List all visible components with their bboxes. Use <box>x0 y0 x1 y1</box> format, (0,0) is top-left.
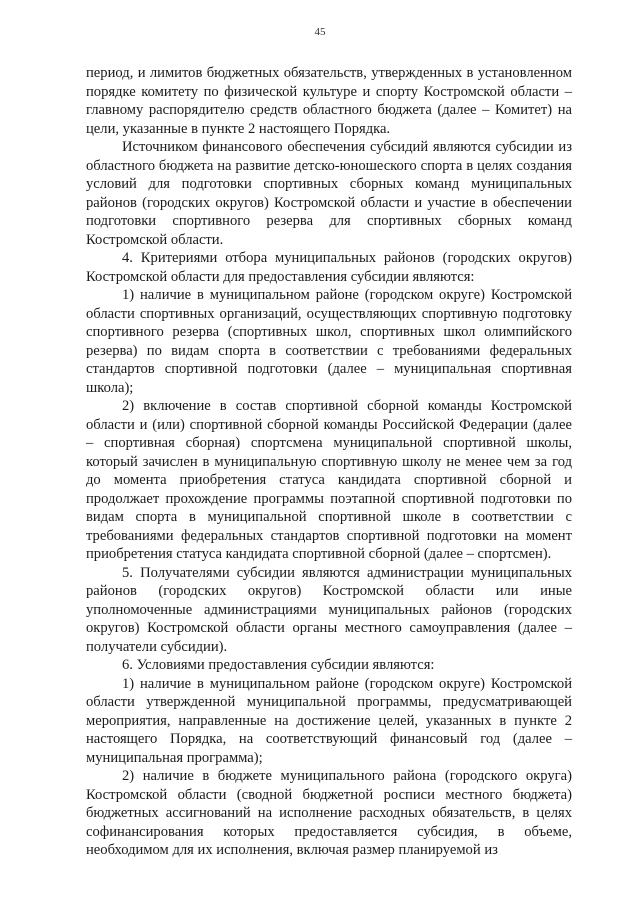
document-body <box>86 64 572 860</box>
paragraph-condition-1: 1) наличие в муниципальном районе (городском округе) Костромской области утвержденной муниципальной программы, предусматривающей мероприятия, направленные на достижение целей, указанных в пункте 2 настоящего Порядка, на соответствующий финансовый год (далее – муниципальная программа); <box>86 675 572 766</box>
paragraph-conditions-heading: 6. Условиями предоставления субсидии являются: <box>122 657 435 673</box>
paragraph-condition-2: 2) наличие в бюджете муниципального района (городского округа) Костромской области (сводной бюджетной росписи местного бюджета) бюджетных ассигнований на исполнение расходных обязательств, в целях софинансирования которых предоставляется субсидия, в объеме, необходимом для их исполнения, включая размер планируемой из <box>86 768 572 858</box>
paragraph-funding-source: Источником финансового обеспечения субсидий являются субсидии из областного бюджета на развитие детско-юношеского спорта в целях создания условий для подготовки спортивных сборных команд муниципальных районов (городских округов) Костромской области и участие в обеспечении подготовки спортивного резерва для спортивных сборных команд Костромской области. <box>86 139 572 248</box>
paragraph-criterion-1: 1) наличие в муниципальном районе (городском округе) Костромской области спортивных организаций, осуществляющих спортивную подготовку спортивного резерва (спортивных школ, спортивных школ олимпийского резерва) по видам спорта в соответствии с требованиями федеральных стандартов спортивной подготовки (далее – муниципальная спортивная школа); <box>86 287 572 396</box>
paragraph-continuation: период, и лимитов бюджетных обязательств, утвержденных в установленном порядке комитету по физической культуре и спорту Костромской области – главному распорядителю средств областного бюджета (далее – Комитет) на цели, указанные в пункте 2 настоящего Порядка. <box>86 65 572 137</box>
paragraph-criterion-2: 2) включение в состав спортивной сборной команды Костромской области и (или) спортивной сборной команды Российской Федерации (далее – спортивная сборная) спортсмена муниципальной спортивной школы, который зачислен в муниципальную спортивную школу не менее чем за год до момента приобретения статуса кандидата спортивной сборной и продолжает прохождение программы поэтапной спортивной подготовки по видам спорта в муниципальной спортивной школе в соответствии с требованиями федеральных стандартов спортивной подготовки на момент приобретения статуса кандидата спортивной сборной (далее – спортсмен). <box>86 398 572 562</box>
page-number: 45 <box>314 26 326 38</box>
paragraph-recipients: 5. Получателями субсидии являются администрации муниципальных районов (городских округов) Костромской области или иные уполномоченные администрациями муниципальных районов (городских округов) Костромской области органы местного самоуправления (далее – получатели субсидии). <box>86 564 572 655</box>
paragraph-selection-criteria: 4. Критериями отбора муниципальных районов (городских округов) Костромской области для предоставления субсидии являются: <box>86 250 572 285</box>
